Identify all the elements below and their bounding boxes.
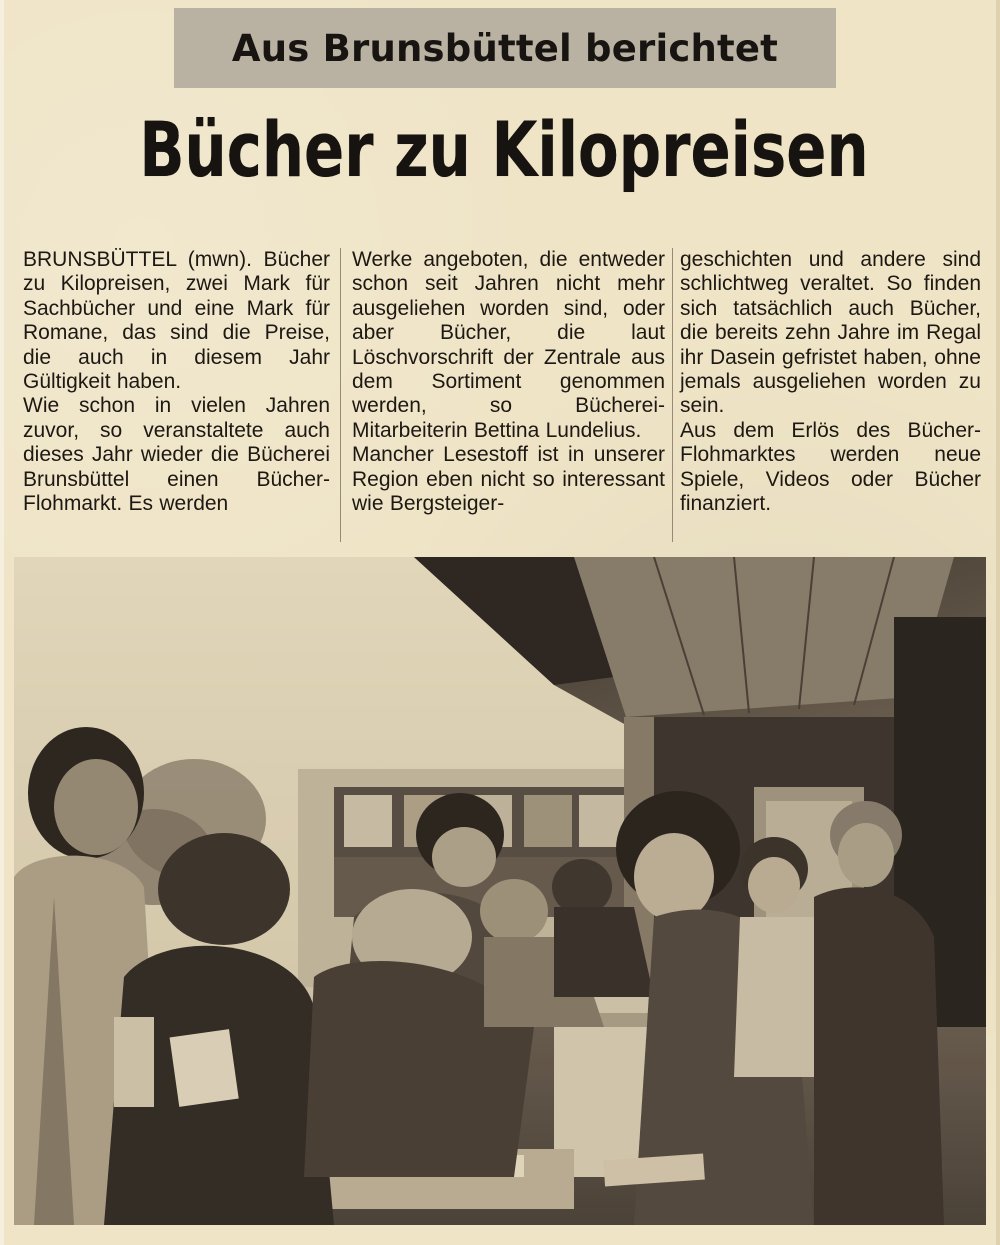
paragraph: BRUNSBÜTTEL (mwn). Bücher zu Kilopreisen, zwei Mark für Sachbücher und eine Mark für Romane, das sind die Preise, die auch in diesem Jahr Gültigkeit haben. [23,248,330,394]
article-column-3 [680,248,981,516]
paragraph: Aus dem Erlös des Bücher-Flohmarktes werden neue Spiele, Videos oder Bücher finanziert. [680,418,981,516]
article-column-1 [23,248,330,516]
book-market-photo [14,557,986,1225]
paragraph: Mancher Lesestoff ist in unserer Region eben nicht so interessant wie Bergsteiger- [352,443,665,516]
article-photo [14,557,986,1225]
article-headline: Bücher zu Kilopreisen [139,105,869,194]
paragraph: geschichten und andere sind schlichtweg veraltet. So finden sich tatsächlich auch Bücher, die bereits zehn Jahre im Regal ihr Dasein gefristet haben, ohne jemals ausgeliehen worden zu sein. [680,248,981,418]
section-kicker-box [174,8,836,88]
paragraph: Werke angeboten, die entweder schon seit Jahren nicht mehr ausgeliehen worden sind, oder aber Bücher, die laut Löschvorschrift der Zentrale aus dem Sortiment genommen werden, so Bücherei-Mitarbeiterin Bettina Lundelius. [352,248,665,442]
column-divider [672,248,673,542]
section-kicker: Aus Brunsbüttel berichtet [231,26,779,70]
column-divider [340,248,341,542]
article-column-2 [352,248,665,516]
paragraph: Wie schon in vielen Jahren zuvor, so veranstaltete auch dieses Jahr wieder die Bücherei Brunsbüttel einen Bücher-Flohmarkt. Es werden [23,394,330,516]
